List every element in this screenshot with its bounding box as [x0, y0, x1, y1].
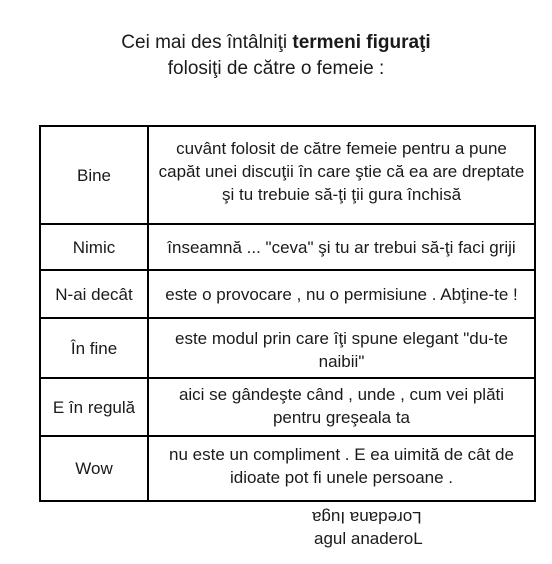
- term-cell: În fine: [40, 318, 148, 378]
- term-cell: Bine: [40, 126, 148, 224]
- definition-cell: aici se gândeşte când , unde , cum vei plăti pentru greşeala ta: [148, 378, 535, 436]
- table-row: [40, 318, 535, 378]
- heading-line1-prefix: Cei mai des întâlniţi: [121, 32, 293, 53]
- table-row: [40, 436, 535, 501]
- terms-table: [39, 125, 536, 502]
- table-row: [40, 126, 535, 224]
- definition-cell: nu este un compliment . E ea uimită de cât de idioate pot fi unele persoane .: [148, 436, 535, 501]
- term-cell: N-ai decât: [40, 270, 148, 318]
- table-row: [40, 270, 535, 318]
- definition-cell: este o provocare , nu o permisiune . Abţine-te !: [148, 270, 535, 318]
- term-cell: E în regulă: [40, 378, 148, 436]
- heading: [0, 30, 552, 82]
- term-cell: Nimic: [40, 224, 148, 270]
- signature-mirrored: agul anaderoL: [314, 529, 423, 548]
- definition-cell: este modul prin care îţi spune elegant "du-te naibii": [148, 318, 535, 378]
- definition-cell: înseamnă ... "ceva" şi tu ar trebui să-ţi faci griji: [148, 224, 535, 270]
- term-cell: Wow: [40, 436, 148, 501]
- table-row: [40, 224, 535, 270]
- definition-cell: cuvânt folosit de către femeie pentru a pune capăt unei discuţii în care ştie că ea are dreptate şi tu trebuie să-ţi ţii gura închisă: [148, 126, 535, 224]
- heading-bold-term: termeni figuraţi: [292, 32, 431, 53]
- signature-upside-down: Loredana Iuga: [312, 508, 422, 527]
- heading-line2: folosiţi de către o femeie :: [167, 58, 385, 79]
- table-row: [40, 378, 535, 436]
